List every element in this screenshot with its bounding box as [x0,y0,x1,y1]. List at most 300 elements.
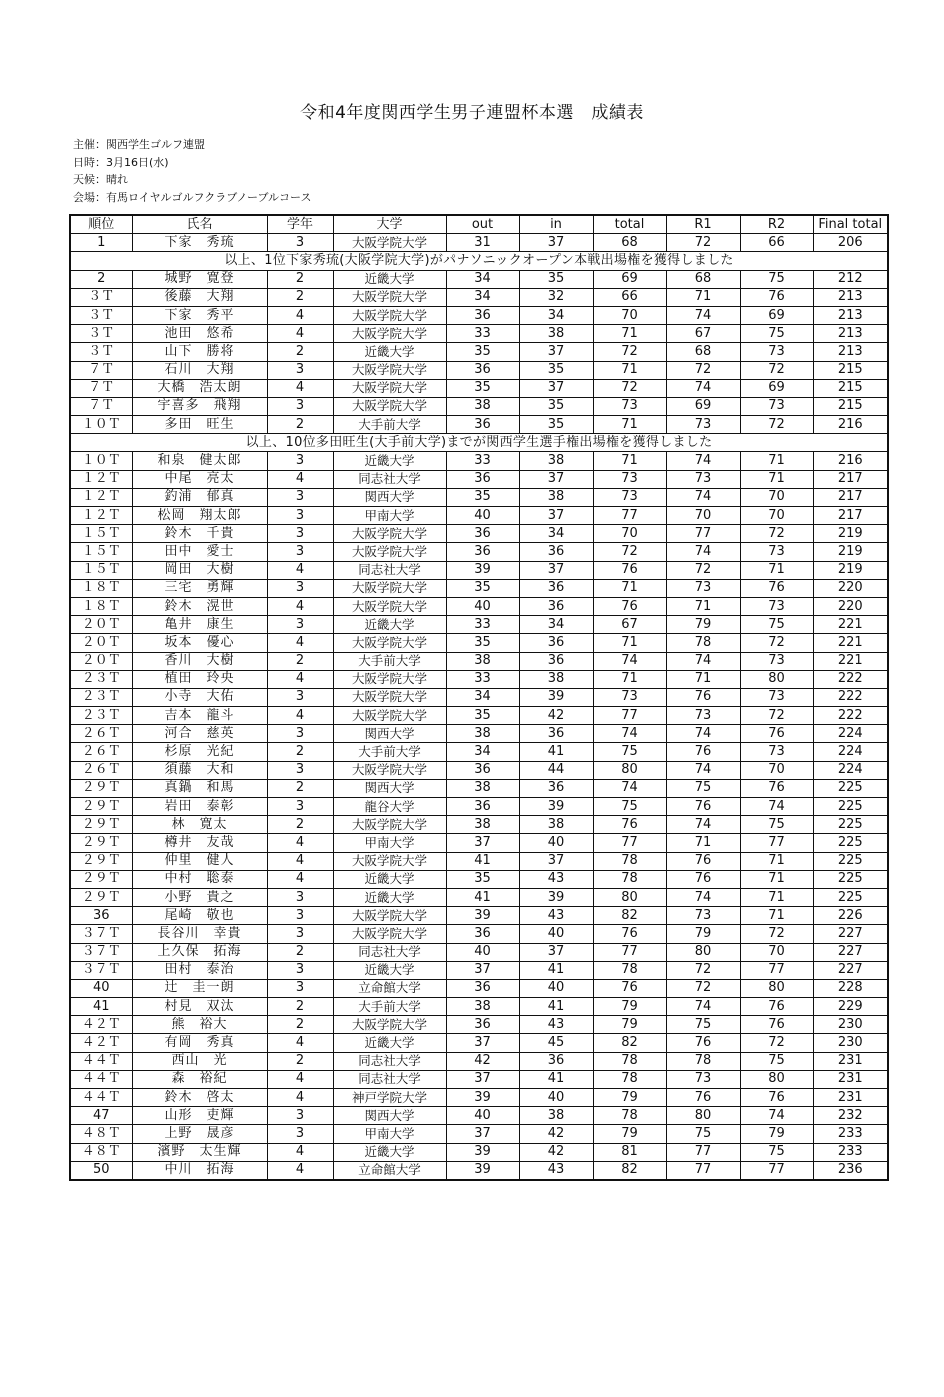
grade-cell: 2 [267,943,333,961]
total-score-cell: 73 [593,488,666,506]
out-score-cell: 35 [446,634,519,652]
table-row [70,761,888,779]
in-score-cell: 38 [519,816,593,834]
table-row [70,616,888,634]
results-table [69,214,889,1181]
in-score-cell: 36 [519,779,593,797]
qualification-note: 以上、10位多田旺生(大手前大学)までが関西学生選手権出場権を獲得しました [70,434,888,452]
total-score-cell: 71 [593,416,666,434]
university-cell: 大阪学院大学 [333,1016,446,1034]
player-name-cell: 多田 旺生 [132,416,267,434]
player-name-cell: 鈴木 滉世 [132,597,267,615]
out-score-cell: 38 [446,652,519,670]
final-total-cell: 219 [813,561,888,579]
grade-cell: 4 [267,870,333,888]
total-score-cell: 81 [593,1143,666,1161]
total-score-cell: 77 [593,834,666,852]
rank-cell: ２６Ｔ [70,725,132,743]
university-cell: 関西大学 [333,488,446,506]
rank-cell: １２Ｔ [70,470,132,488]
table-row [70,579,888,597]
player-name-cell: 三宅 勇輝 [132,579,267,597]
total-score-cell: 78 [593,1107,666,1125]
table-row [70,998,888,1016]
university-cell: 同志社大学 [333,561,446,579]
r2-score-cell: 72 [740,361,813,379]
university-cell: 大阪学院大学 [333,670,446,688]
final-total-cell: 219 [813,525,888,543]
final-total-cell: 220 [813,579,888,597]
final-total-cell: 217 [813,507,888,525]
university-cell: 関西大学 [333,1107,446,1125]
grade-cell: 3 [267,798,333,816]
grade-cell: 3 [267,507,333,525]
r2-score-cell: 76 [740,1089,813,1107]
player-name-cell: 森 裕紀 [132,1070,267,1088]
rank-cell: １８Ｔ [70,597,132,615]
rank-cell: ２０Ｔ [70,616,132,634]
rank-cell: ２９Ｔ [70,852,132,870]
rank-cell: 40 [70,979,132,997]
r1-score-cell: 73 [666,416,740,434]
out-score-cell: 34 [446,270,519,288]
university-cell: 大阪学院大学 [333,761,446,779]
out-score-cell: 35 [446,870,519,888]
grade-cell: 3 [267,961,333,979]
r1-score-cell: 74 [666,543,740,561]
table-row [70,779,888,797]
table-body [70,234,888,1180]
r1-score-cell: 70 [666,507,740,525]
final-total-cell: 225 [813,816,888,834]
rank-cell: ２９Ｔ [70,888,132,906]
grade-cell: 4 [267,470,333,488]
in-score-cell: 40 [519,925,593,943]
final-total-cell: 213 [813,325,888,343]
final-total-cell: 230 [813,1034,888,1052]
rank-cell: ３Ｔ [70,325,132,343]
r1-score-cell: 74 [666,452,740,470]
university-cell: 神戸学院大学 [333,1089,446,1107]
qualification-note-row [70,252,888,270]
r1-score-cell: 79 [666,616,740,634]
final-total-cell: 215 [813,361,888,379]
total-score-cell: 70 [593,306,666,324]
in-score-cell: 36 [519,579,593,597]
in-score-cell: 35 [519,361,593,379]
in-score-cell: 38 [519,325,593,343]
rank-cell: ２６Ｔ [70,743,132,761]
grade-cell: 2 [267,998,333,1016]
total-score-cell: 80 [593,761,666,779]
university-cell: 大阪学院大学 [333,925,446,943]
r1-score-cell: 80 [666,1107,740,1125]
in-score-cell: 45 [519,1034,593,1052]
university-cell: 大阪学院大学 [333,234,446,252]
r1-score-cell: 74 [666,725,740,743]
in-score-cell: 37 [519,470,593,488]
university-cell: 同志社大学 [333,1052,446,1070]
table-row [70,561,888,579]
rank-cell: １２Ｔ [70,507,132,525]
university-cell: 近畿大学 [333,870,446,888]
final-total-cell: 227 [813,925,888,943]
in-score-cell: 41 [519,743,593,761]
university-cell: 近畿大学 [333,452,446,470]
r2-score-cell: 74 [740,1107,813,1125]
player-name-cell: 山下 勝将 [132,343,267,361]
qualification-note-row [70,434,888,452]
total-score-cell: 67 [593,616,666,634]
total-score-cell: 76 [593,597,666,615]
out-score-cell: 37 [446,1070,519,1088]
in-score-cell: 37 [519,343,593,361]
final-total-cell: 225 [813,888,888,906]
final-total-cell: 215 [813,379,888,397]
final-total-cell: 221 [813,634,888,652]
r2-score-cell: 76 [740,579,813,597]
rank-cell: ４４Ｔ [70,1070,132,1088]
player-name-cell: 西山 光 [132,1052,267,1070]
final-total-cell: 227 [813,943,888,961]
rank-cell: ２９Ｔ [70,779,132,797]
rank-cell: 36 [70,907,132,925]
header-rank: 順位 [70,215,132,234]
r2-score-cell: 71 [740,470,813,488]
rank-cell: ３Ｔ [70,306,132,324]
rank-cell: ４２Ｔ [70,1034,132,1052]
total-score-cell: 77 [593,943,666,961]
player-name-cell: 須藤 大和 [132,761,267,779]
player-name-cell: 鈴木 啓太 [132,1089,267,1107]
player-name-cell: 松岡 翔太郎 [132,507,267,525]
r2-score-cell: 73 [740,688,813,706]
in-score-cell: 37 [519,943,593,961]
player-name-cell: 釣浦 郁真 [132,488,267,506]
rank-cell: ３Ｔ [70,343,132,361]
rank-cell: ２９Ｔ [70,816,132,834]
grade-cell: 4 [267,707,333,725]
player-name-cell: 和泉 健太郎 [132,452,267,470]
player-name-cell: 宇喜多 飛翔 [132,397,267,415]
final-total-cell: 206 [813,234,888,252]
player-name-cell: 香川 大樹 [132,652,267,670]
r2-score-cell: 70 [740,943,813,961]
r1-score-cell: 74 [666,816,740,834]
header-r1: R1 [666,215,740,234]
rank-cell: ３Ｔ [70,288,132,306]
total-score-cell: 72 [593,343,666,361]
rank-cell: １２Ｔ [70,488,132,506]
r1-score-cell: 73 [666,907,740,925]
player-name-cell: 小野 貴之 [132,888,267,906]
in-score-cell: 38 [519,488,593,506]
player-name-cell: 辻 圭一朗 [132,979,267,997]
player-name-cell: 河合 慈英 [132,725,267,743]
table-row [70,543,888,561]
r2-score-cell: 72 [740,416,813,434]
university-cell: 大阪学院大学 [333,361,446,379]
grade-cell: 2 [267,743,333,761]
out-score-cell: 33 [446,325,519,343]
out-score-cell: 34 [446,288,519,306]
r2-score-cell: 72 [740,525,813,543]
player-name-cell: 中尾 亮太 [132,470,267,488]
table-row [70,852,888,870]
university-cell: 大阪学院大学 [333,707,446,725]
grade-cell: 4 [267,1070,333,1088]
grade-cell: 3 [267,907,333,925]
r2-score-cell: 71 [740,452,813,470]
final-total-cell: 225 [813,852,888,870]
grade-cell: 2 [267,652,333,670]
r2-score-cell: 73 [740,343,813,361]
final-total-cell: 217 [813,470,888,488]
total-score-cell: 75 [593,798,666,816]
in-score-cell: 39 [519,688,593,706]
final-total-cell: 222 [813,688,888,706]
r1-score-cell: 74 [666,761,740,779]
r2-score-cell: 75 [740,325,813,343]
final-total-cell: 222 [813,707,888,725]
final-total-cell: 229 [813,998,888,1016]
total-score-cell: 78 [593,870,666,888]
r2-score-cell: 75 [740,816,813,834]
r1-score-cell: 73 [666,1070,740,1088]
header-row [70,215,888,234]
table-row [70,925,888,943]
out-score-cell: 42 [446,1052,519,1070]
final-total-cell: 216 [813,452,888,470]
player-name-cell: 上野 晟彦 [132,1125,267,1143]
final-total-cell: 231 [813,1052,888,1070]
r1-score-cell: 75 [666,1125,740,1143]
in-score-cell: 37 [519,507,593,525]
r2-score-cell: 69 [740,306,813,324]
r2-score-cell: 75 [740,616,813,634]
player-name-cell: 中村 聡泰 [132,870,267,888]
venue-line: 会場：有馬ロイヤルゴルフクラブノーブルコース [73,190,312,204]
total-score-cell: 77 [593,707,666,725]
grade-cell: 3 [267,397,333,415]
university-cell: 関西大学 [333,779,446,797]
player-name-cell: 亀井 康生 [132,616,267,634]
r1-score-cell: 72 [666,234,740,252]
university-cell: 同志社大学 [333,1070,446,1088]
rank-cell: ７Ｔ [70,361,132,379]
date-line: 日時：3月16日(水) [73,155,169,169]
r2-score-cell: 80 [740,1070,813,1088]
r2-score-cell: 73 [740,743,813,761]
in-score-cell: 43 [519,870,593,888]
r1-score-cell: 74 [666,888,740,906]
total-score-cell: 75 [593,743,666,761]
grade-cell: 3 [267,888,333,906]
grade-cell: 3 [267,452,333,470]
table-row [70,1070,888,1088]
r2-score-cell: 73 [740,397,813,415]
in-score-cell: 38 [519,1107,593,1125]
table-row [70,834,888,852]
university-cell: 近畿大学 [333,270,446,288]
in-score-cell: 42 [519,1125,593,1143]
in-score-cell: 41 [519,1070,593,1088]
university-cell: 大阪学院大学 [333,597,446,615]
university-cell: 甲南大学 [333,834,446,852]
table-row [70,361,888,379]
out-score-cell: 36 [446,416,519,434]
university-cell: 大阪学院大学 [333,543,446,561]
out-score-cell: 39 [446,1089,519,1107]
in-score-cell: 38 [519,452,593,470]
r2-score-cell: 77 [740,961,813,979]
out-score-cell: 37 [446,1034,519,1052]
grade-cell: 2 [267,1016,333,1034]
player-name-cell: 村見 双汰 [132,998,267,1016]
final-total-cell: 233 [813,1125,888,1143]
player-name-cell: 岡田 大樹 [132,561,267,579]
player-name-cell: 鈴木 千貴 [132,525,267,543]
player-name-cell: 上久保 拓海 [132,943,267,961]
player-name-cell: 樽井 友哉 [132,834,267,852]
grade-cell: 4 [267,834,333,852]
grade-cell: 4 [267,306,333,324]
header-in: in [519,215,593,234]
in-score-cell: 35 [519,397,593,415]
out-score-cell: 36 [446,798,519,816]
r1-score-cell: 76 [666,852,740,870]
grade-cell: 4 [267,561,333,579]
out-score-cell: 36 [446,543,519,561]
grade-cell: 3 [267,925,333,943]
in-score-cell: 38 [519,670,593,688]
in-score-cell: 44 [519,761,593,779]
final-total-cell: 217 [813,488,888,506]
rank-cell: １０Ｔ [70,452,132,470]
out-score-cell: 41 [446,888,519,906]
player-name-cell: 石川 大翔 [132,361,267,379]
in-score-cell: 32 [519,288,593,306]
final-total-cell: 228 [813,979,888,997]
r2-score-cell: 79 [740,1125,813,1143]
r2-score-cell: 76 [740,779,813,797]
table-row [70,1161,888,1180]
out-score-cell: 36 [446,361,519,379]
header-total: total [593,215,666,234]
out-score-cell: 39 [446,1143,519,1161]
table-row [70,488,888,506]
final-total-cell: 225 [813,798,888,816]
rank-cell: 2 [70,270,132,288]
r1-score-cell: 71 [666,834,740,852]
in-score-cell: 43 [519,1016,593,1034]
r1-score-cell: 68 [666,270,740,288]
final-total-cell: 215 [813,397,888,415]
player-name-cell: 濱野 太生輝 [132,1143,267,1161]
university-cell: 大阪学院大学 [333,634,446,652]
out-score-cell: 36 [446,1016,519,1034]
table-header [70,215,888,234]
rank-cell: １０Ｔ [70,416,132,434]
rank-cell: ４８Ｔ [70,1143,132,1161]
university-cell: 大阪学院大学 [333,579,446,597]
university-cell: 大阪学院大学 [333,325,446,343]
player-name-cell: 城野 寛登 [132,270,267,288]
out-score-cell: 39 [446,561,519,579]
player-name-cell: 仲里 健人 [132,852,267,870]
total-score-cell: 73 [593,397,666,415]
grade-cell: 4 [267,1034,333,1052]
grade-cell: 4 [267,379,333,397]
total-score-cell: 80 [593,888,666,906]
university-cell: 大手前大学 [333,998,446,1016]
university-cell: 大阪学院大学 [333,306,446,324]
r2-score-cell: 66 [740,234,813,252]
total-score-cell: 70 [593,525,666,543]
r2-score-cell: 70 [740,488,813,506]
table-row [70,707,888,725]
r2-score-cell: 70 [740,507,813,525]
r1-score-cell: 69 [666,397,740,415]
player-name-cell: 後藤 大翔 [132,288,267,306]
university-cell: 同志社大学 [333,943,446,961]
r1-score-cell: 76 [666,743,740,761]
grade-cell: 4 [267,852,333,870]
rank-cell: ２９Ｔ [70,798,132,816]
total-score-cell: 74 [593,725,666,743]
final-total-cell: 231 [813,1089,888,1107]
grade-cell: 3 [267,725,333,743]
organizer-line: 主催：関西学生ゴルフ連盟 [73,138,205,151]
player-name-cell: 小寺 大佑 [132,688,267,706]
final-total-cell: 230 [813,1016,888,1034]
r2-score-cell: 76 [740,1016,813,1034]
table-row [70,525,888,543]
in-score-cell: 37 [519,234,593,252]
rank-cell: 50 [70,1161,132,1180]
rank-cell: 41 [70,998,132,1016]
rank-cell: ２３Ｔ [70,707,132,725]
university-cell: 大阪学院大学 [333,288,446,306]
out-score-cell: 35 [446,343,519,361]
final-total-cell: 225 [813,779,888,797]
final-total-cell: 224 [813,743,888,761]
out-score-cell: 36 [446,925,519,943]
out-score-cell: 38 [446,779,519,797]
r1-score-cell: 77 [666,1143,740,1161]
in-score-cell: 34 [519,525,593,543]
out-score-cell: 36 [446,525,519,543]
table-row [70,397,888,415]
university-cell: 大阪学院大学 [333,397,446,415]
grade-cell: 4 [267,1143,333,1161]
total-score-cell: 71 [593,325,666,343]
final-total-cell: 233 [813,1143,888,1161]
total-score-cell: 78 [593,1052,666,1070]
out-score-cell: 34 [446,688,519,706]
in-score-cell: 43 [519,907,593,925]
final-total-cell: 216 [813,416,888,434]
table-row [70,979,888,997]
out-score-cell: 38 [446,725,519,743]
r2-score-cell: 75 [740,1143,813,1161]
out-score-cell: 40 [446,943,519,961]
grade-cell: 3 [267,543,333,561]
university-cell: 大阪学院大学 [333,688,446,706]
table-row [70,798,888,816]
r1-score-cell: 77 [666,525,740,543]
grade-cell: 3 [267,1107,333,1125]
